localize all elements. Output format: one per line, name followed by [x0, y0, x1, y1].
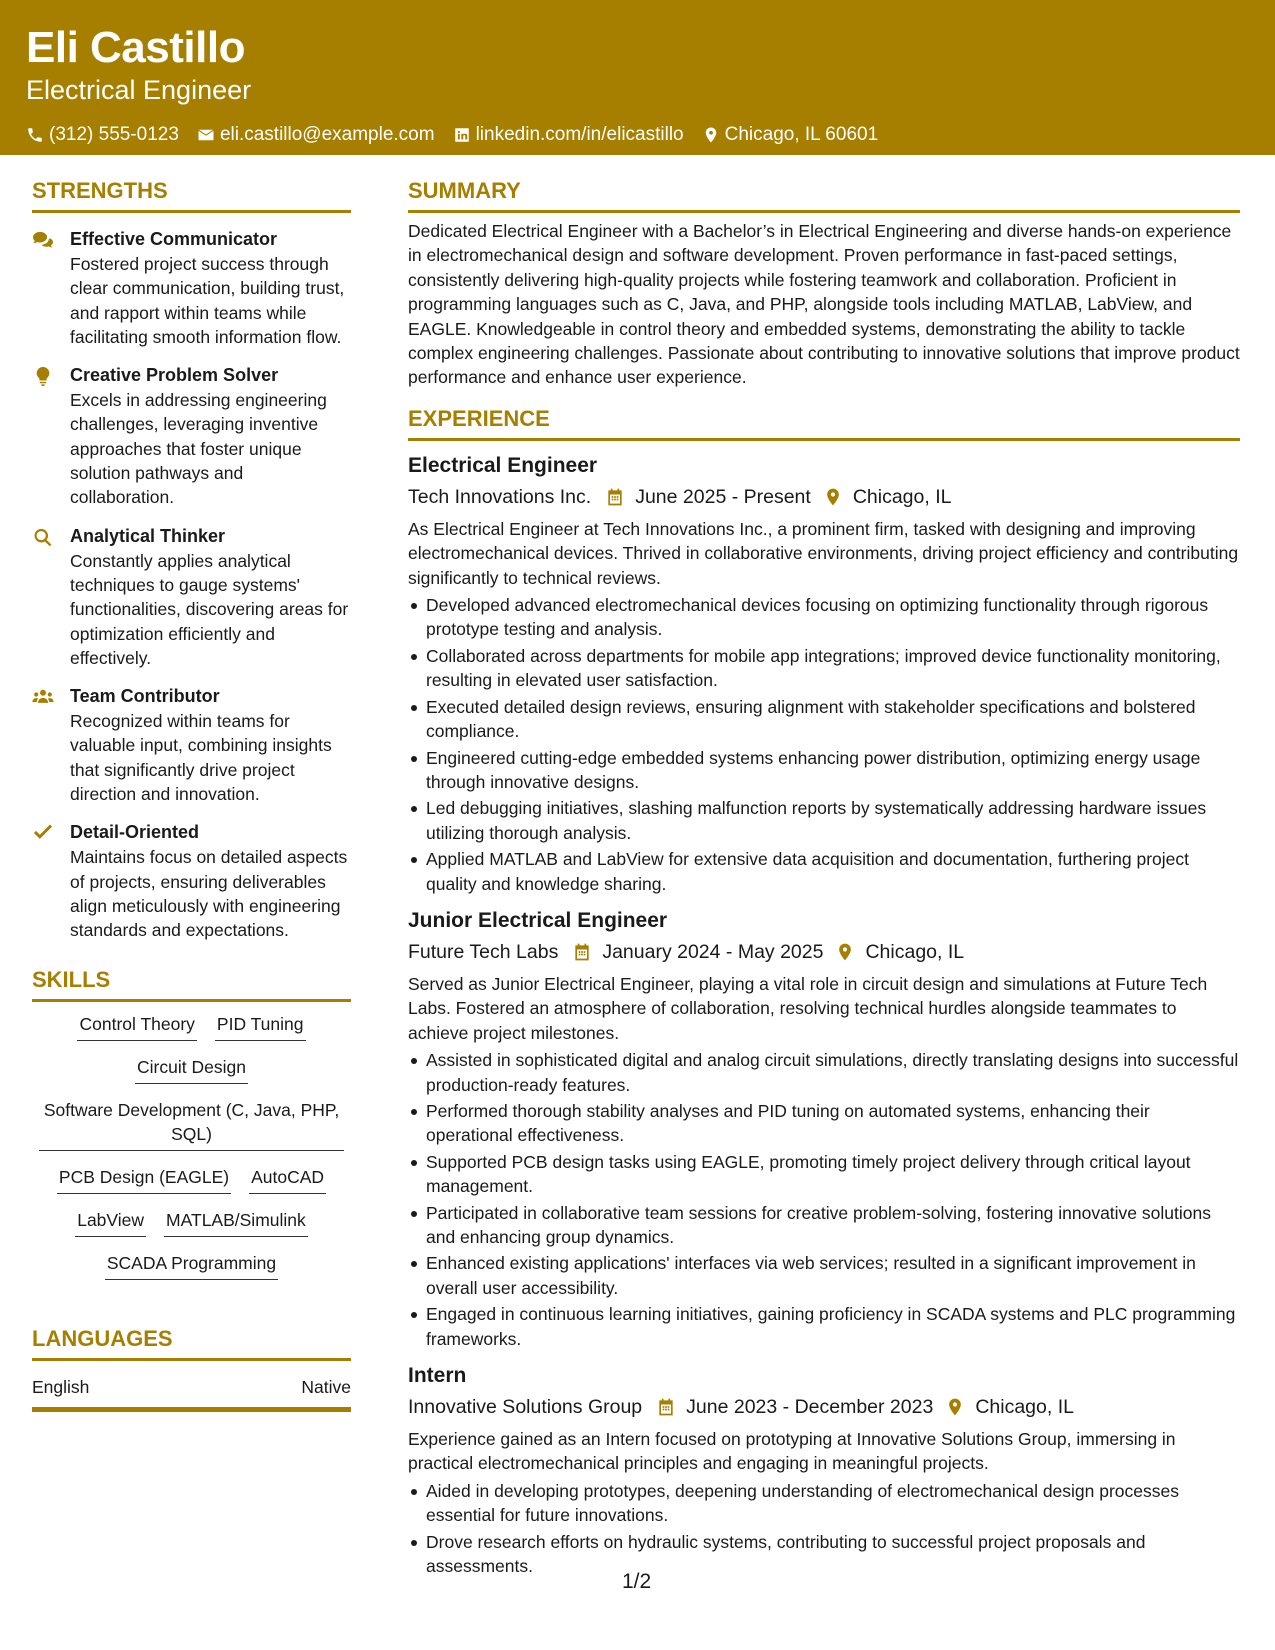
map-pin-icon [945, 1397, 965, 1417]
job-bullets [408, 1479, 1240, 1579]
bullet-item: Assisted in sophisticated digital and analog circuit simulations, directly translating designs into successful production-ready features. [408, 1048, 1240, 1097]
contact-location [702, 124, 879, 146]
strength-title: Detail-Oriented [70, 822, 200, 843]
bullet-item: Executed detailed design reviews, ensuring alignment with stakeholder specifications and bolstered compliance. [408, 695, 1240, 744]
skills-heading: SKILLS [32, 965, 351, 1002]
job-title: Junior Electrical Engineer [408, 908, 668, 932]
users-icon [32, 687, 54, 707]
envelope-icon [197, 126, 215, 144]
candidate-title: Electrical Engineer [26, 75, 252, 105]
language-name: English [32, 1376, 90, 1397]
left-column [32, 176, 351, 1412]
bullet-item: Aided in developing prototypes, deepening understanding of electromechanical design processes essential for future innovations. [408, 1479, 1240, 1528]
bullet-item: Collaborated across departments for mobile app integrations; improved device functionality monitoring, resulting in elevated user satisfaction. [408, 644, 1240, 693]
strength-item [32, 684, 351, 806]
strength-desc: Fostered project success through clear communication, building trust, and rapport within teams while facilitating smooth information flow. [70, 254, 345, 347]
company-name: Tech Innovations Inc. [408, 485, 592, 508]
bullet-item: Applied MATLAB and LabView for extensive data acquisition and documentation, furthering project quality and knowledge sharing. [408, 847, 1240, 896]
resume-header [0, 0, 1275, 155]
bullet-item: Enhanced existing applications' interfaces via web services; resulted in a significant improvement in overall user accessibility. [408, 1251, 1240, 1300]
company-name: Innovative Solutions Group [408, 1396, 643, 1419]
bullet-item: Engineered cutting-edge embedded systems enhancing power distribution, optimizing energy usage through innovative designs. [408, 746, 1240, 795]
contact-linkedin[interactable] [453, 124, 684, 146]
map-pin-icon [835, 942, 855, 962]
comments-icon [32, 230, 54, 250]
company-name: Future Tech Labs [408, 940, 559, 963]
job-meta [408, 483, 1240, 511]
skill-tag: Circuit Design [135, 1055, 248, 1084]
experience-entry [408, 1361, 1240, 1578]
job-description: Served as Junior Electrical Engineer, playing a vital role in circuit design and simulations at Future Tech Labs. Fostered an atmosphere of collaboration, resolving technical hurdles alongside teammates to achieve project milestones. [408, 973, 1208, 1043]
calendar-icon [656, 1397, 676, 1417]
linkedin-text: linkedin.com/in/elicastillo [475, 124, 684, 145]
job-dates: January 2024 - May 2025 [602, 940, 824, 963]
bullet-item: Supported PCB design tasks using EAGLE, promoting timely project delivery through critical layout management. [408, 1150, 1240, 1199]
location-text: Chicago, IL 60601 [724, 124, 879, 145]
search-icon [32, 527, 54, 547]
language-item [32, 1375, 351, 1412]
bullet-item: Led debugging initiatives, slashing malfunction reports by systematically addressing hardware issues utilizing thorough analysis. [408, 796, 1240, 845]
job-location: Chicago, IL [852, 485, 952, 508]
contact-bar [26, 124, 1249, 146]
job-location: Chicago, IL [975, 1396, 1074, 1419]
strength-desc: Maintains focus on detailed aspects of projects, ensuring deliverables align meticulously with engineering standards and expectations. [70, 847, 348, 941]
skills-list [32, 1012, 351, 1280]
bullet-item: Participated in collaborative team sessions for creative problem-solving, fostering innovative solutions and enhancing group dynamics. [408, 1201, 1240, 1250]
strength-item [32, 227, 351, 349]
languages-heading: LANGUAGES [32, 1324, 351, 1361]
strength-title: Team Contributor [70, 686, 220, 707]
experience-entry [408, 906, 1240, 1351]
phone-text: (312) 555-0123 [49, 124, 179, 145]
job-title: Intern [408, 1364, 467, 1388]
skill-tag: AutoCAD [249, 1165, 326, 1194]
job-description: Experience gained as an Intern focused on prototyping at Innovative Solutions Group, immersing in practical electromechanical principles and engaging in meaningful projects. [408, 1429, 1176, 1474]
skill-tag: PCB Design (EAGLE) [57, 1165, 231, 1194]
experience-heading: EXPERIENCE [408, 404, 1240, 441]
right-column [408, 176, 1240, 1580]
bullet-item: Developed advanced electromechanical devices focusing on optimizing functionality through rigorous prototype testing and analysis. [408, 593, 1240, 642]
email-text: eli.castillo@example.com [219, 124, 435, 145]
strength-title: Effective Communicator [70, 229, 278, 249]
experience-entry [408, 451, 1240, 896]
skill-tag: MATLAB/Simulink [164, 1208, 308, 1237]
strength-item [32, 363, 351, 509]
lightbulb-icon [32, 366, 54, 386]
job-dates: June 2025 - Present [635, 485, 811, 508]
job-bullets [408, 1048, 1240, 1351]
job-meta [408, 938, 1240, 966]
linkedin-icon [453, 126, 471, 144]
job-description: As Electrical Engineer at Tech Innovations Inc., a prominent firm, tasked with designing and improving electromechanical devices. Thrived in collaborative environments, driving project efficiency and contributing significantly to technical reviews. [408, 518, 1239, 588]
skill-tag: PID Tuning [215, 1012, 306, 1041]
contact-phone[interactable] [26, 124, 179, 146]
contact-email[interactable] [197, 124, 435, 146]
phone-icon [26, 126, 44, 144]
check-icon [32, 823, 54, 843]
bullet-item: Engaged in continuous learning initiatives, gaining proficiency in SCADA systems and PLC programming frameworks. [408, 1302, 1240, 1351]
strengths-heading: STRENGTHS [32, 176, 351, 213]
strength-desc: Recognized within teams for valuable input, combining insights that significantly drive project direction and innovation. [70, 711, 332, 805]
strength-title: Creative Problem Solver [70, 365, 279, 386]
skill-tag: LabView [75, 1208, 146, 1237]
strength-item [32, 820, 351, 942]
candidate-name: Eli Castillo [26, 23, 245, 72]
job-dates: June 2023 - December 2023 [686, 1396, 934, 1419]
strength-item [32, 524, 351, 670]
skill-tag: Software Development (C, Java, PHP, SQL) [39, 1098, 344, 1151]
skill-tag: SCADA Programming [105, 1251, 278, 1280]
bullet-item: Performed thorough stability analyses and PID tuning on automated systems, enhancing their operational effectiveness. [408, 1099, 1240, 1148]
calendar-icon [572, 942, 592, 962]
calendar-icon [605, 487, 625, 507]
page-number: 1/2 [622, 1570, 652, 1593]
map-pin-icon [823, 487, 843, 507]
map-pin-icon [702, 126, 720, 144]
strength-title: Analytical Thinker [70, 525, 226, 546]
summary-text: Dedicated Electrical Engineer with a Bachelor’s in Electrical Engineering and diverse hands-on experience in electromechanical design and software development. Proven performance in fast-paced settings, consistently delivering high-quality projects while fostering teamwork and collaboration. Proficient in programming languages such as C, Java, and PHP, alongside tools including MATLAB, LabView, and EAGLE. Knowledgeable in control theory and embedded systems, demonstrating the ability to tackle complex engineering challenges. Passionate about contributing to innovative solutions that improve product performance and enhance user experience. [408, 221, 1240, 388]
bullet-item: Drove research efforts on hydraulic systems, contributing to successful project proposals and assessments. [408, 1530, 1240, 1579]
strength-desc: Excels in addressing engineering challenges, leveraging inventive approaches that foster unique solution pathways and collaboration. [70, 390, 327, 508]
job-meta [408, 1393, 1240, 1421]
job-bullets [408, 593, 1240, 896]
strength-desc: Constantly applies analytical techniques to gauge systems' functionalities, discovering areas for optimization efficiently and effectively. [70, 550, 349, 668]
job-location: Chicago, IL [865, 940, 965, 963]
job-title: Electrical Engineer [408, 453, 598, 477]
language-level: Native [301, 1376, 351, 1397]
skill-tag: Control Theory [77, 1012, 196, 1041]
summary-heading: SUMMARY [408, 176, 1240, 213]
